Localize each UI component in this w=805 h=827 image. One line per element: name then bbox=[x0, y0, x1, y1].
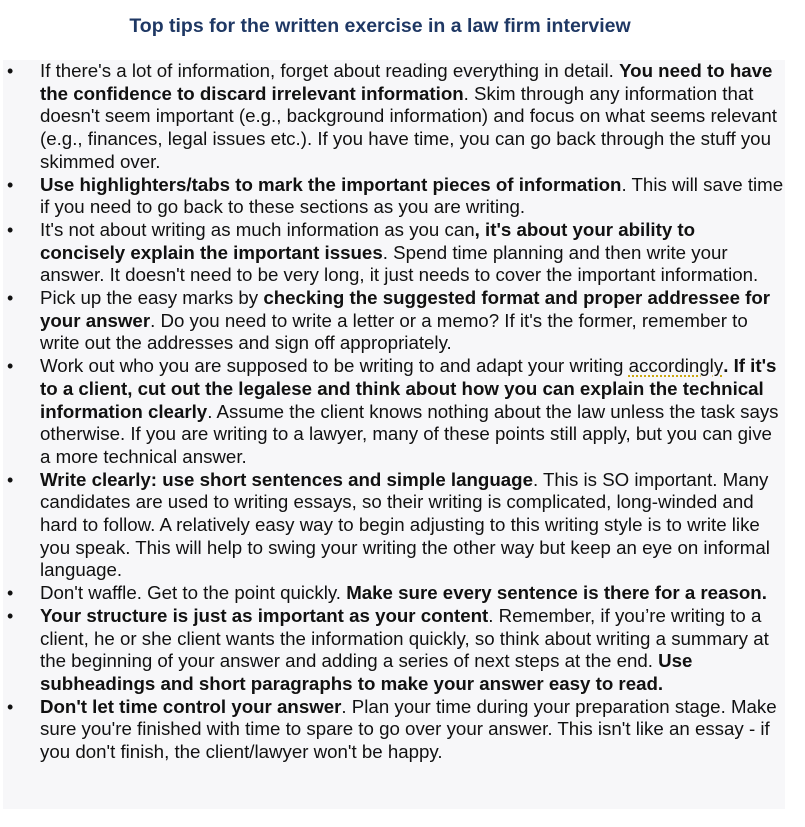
tip-emphasis: You need to have the confidence to discard irrelevant information bbox=[40, 60, 773, 104]
tip-emphasis: Use highlighters/tabs to mark the important pieces of information bbox=[40, 173, 622, 195]
tip-audience bbox=[3, 355, 785, 469]
bullet-icon: • bbox=[7, 61, 14, 81]
tip-emphasis: Make sure every sentence is there for a reason. bbox=[346, 582, 767, 604]
tip-format-addressee bbox=[3, 287, 785, 355]
tip-discard-irrelevant bbox=[3, 60, 785, 174]
tip-emphasis: Your structure is just as important as your content bbox=[40, 604, 489, 626]
tip-text: . Remember, if you’re writing to a client, he or she client wants the information quickly, so think about writing a summary at the beginning of your answer and adding a series of next steps at the end. bbox=[40, 604, 769, 672]
tip-emphasis: Write clearly: use short sentences and simple language bbox=[40, 468, 533, 490]
bullet-icon: • bbox=[7, 288, 14, 309]
tip-text: . This is SO important. Many candidates are used to writing essays, so their writing is complicated, long-winded and hard to follow. A relatively easy way to begin adjusting to this writing style is to write like you speak. This will help to swing your writing the other way but keep an eye on informal language. bbox=[40, 468, 770, 581]
bullet-icon: • bbox=[7, 219, 14, 240]
tip-text: Pick up the easy marks by bbox=[40, 287, 264, 309]
tip-text: Don't waffle. Get to the point quickly. bbox=[40, 582, 347, 604]
tip-highlighters bbox=[3, 174, 785, 219]
tip-structure bbox=[3, 605, 785, 696]
tip-write-clearly bbox=[3, 469, 785, 583]
bullet-icon: • bbox=[7, 583, 14, 604]
page-title: Top tips for the written exercise in a law firm interview bbox=[129, 15, 631, 37]
tip-text: . Plan your time during your preparation stage. Make sure you're finished with time to spare to go over your answer. This isn't like an essay - if you don't finish, the client/lawyer won't be happy. bbox=[40, 695, 777, 763]
tip-text: . Skim through any information that doesn't seem important (e.g., background information) and focus on what seems relevant (e.g., finances, legal issues etc.). If you have time, you can go back through the stuff you skimmed over. bbox=[40, 82, 777, 172]
bullet-icon: • bbox=[7, 696, 14, 717]
tip-emphasis: . If it's to a client, cut out the legalese and think about how you can explain the technical information clearly bbox=[40, 355, 777, 422]
tip-dont-waffle bbox=[3, 582, 785, 605]
bullet-icon: • bbox=[7, 469, 14, 490]
bullet-icon: • bbox=[7, 356, 14, 377]
tips-list bbox=[3, 60, 785, 764]
tip-emphasis: checking the suggested format and proper addressee for your answer bbox=[40, 287, 771, 331]
tips-panel bbox=[3, 60, 785, 809]
tip-text: . Spend time planning and then write your answer. It doesn't need to be very long, it just needs to cover the important information. bbox=[40, 241, 759, 286]
tip-emphasis: , it's about your ability to concisely explain the important issues bbox=[40, 218, 696, 263]
tip-text: . Do you need to write a letter or a memo? If it's the former, remember to write out the addresses and sign off appropriately. bbox=[40, 309, 748, 354]
tip-emphasis: Don't let time control your answer bbox=[40, 695, 342, 717]
tip-text: . This will save time if you need to go back to these sections as you are writing. bbox=[40, 173, 784, 218]
bullet-icon: • bbox=[7, 174, 14, 195]
tip-time bbox=[3, 696, 785, 764]
tip-text: It's not about writing as much information as you can bbox=[40, 218, 475, 240]
tip-emphasis: Use subheadings and short paragraphs to make your answer easy to read. bbox=[40, 650, 693, 694]
tip-concise bbox=[3, 219, 785, 287]
tip-text: If there's a lot of information, forget about reading everything in detail. bbox=[40, 60, 620, 81]
spellcheck-word: accordingly bbox=[628, 355, 724, 377]
tip-text: Work out who you are supposed to be writing to and adapt your writing bbox=[40, 355, 629, 377]
tip-text: . Assume the client knows nothing about the law unless the task says otherwise. If you are writing to a lawyer, many of these points still apply, but you can give a more technical answer. bbox=[40, 400, 779, 467]
bullet-icon: • bbox=[7, 605, 14, 626]
